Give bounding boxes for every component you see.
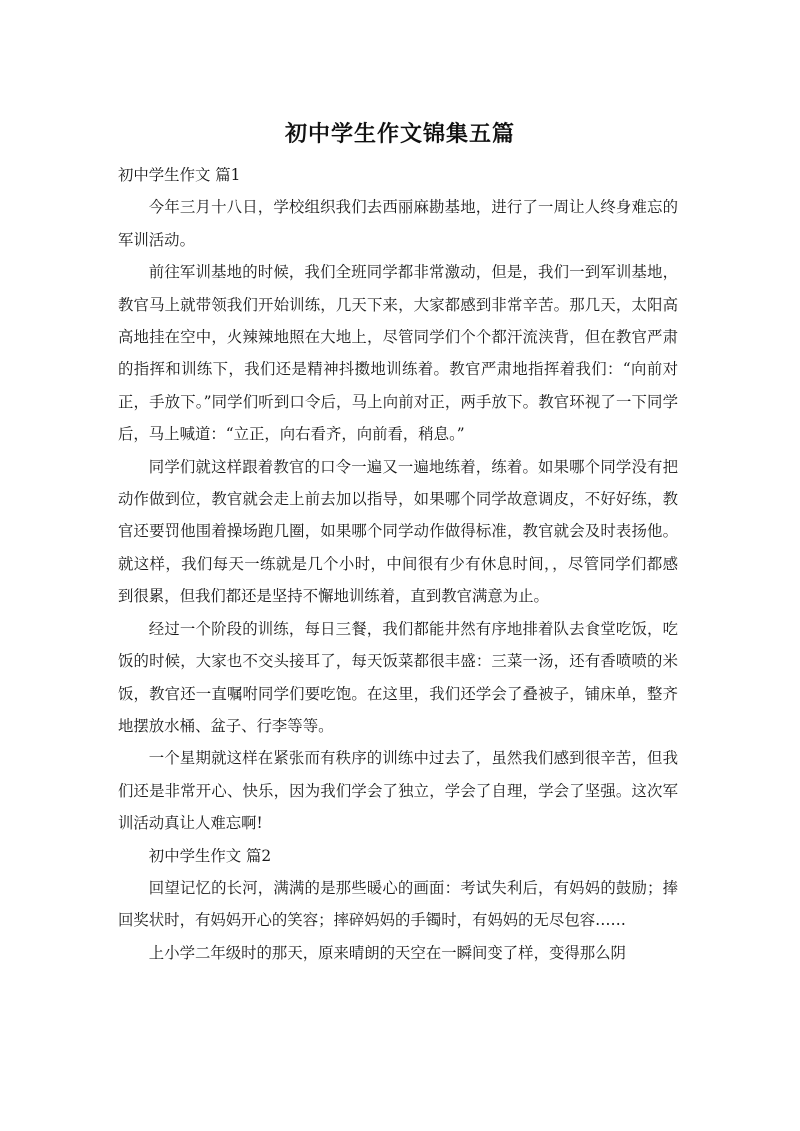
section-heading-2: 初中学生作文 篇2	[148, 846, 272, 865]
paragraph: 前往军训基地的时候，我们全班同学都非常激动，但是，我们一到军训基地，教官马上就带领我们开始训练，几天下来，大家都感到非常辛苦。那几天，太阳高高地挂在空中，火辣辣地照在大地上，尽管同学们个个都汗流浃背，但在教官严肃的指挥和训练下，我们还是精神抖擞地训练着。教官严肃地指挥着我们：“向前对正，手放下。”同学们听到口令后，马上向前对正，两手放下。教官环视了一下同学后，马上喊道：“立正，向右看齐，向前看，稍息。”	[118, 263, 678, 444]
paragraph: 回望记忆的长河，满满的是那些暖心的画面：考试失利后，有妈妈的鼓励；捧回奖状时，有妈妈开心的笑容；摔碎妈妈的手镯时，有妈妈的无尽包容……	[118, 878, 678, 930]
paragraph: 同学们就这样跟着教官的口令一遍又一遍地练着，练着。如果哪个同学没有把动作做到位，教官就会走上前去加以指导，如果哪个同学故意调皮，不好好练，教官还要罚他围着操场跑几圈，如果哪个同学动作做得标准，教官就会及时表扬他。就这样，我们每天一练就是几个小时，中间很有少有休息时间，，尽管同学们都感到很累，但我们都还是坚持不懈地训练着，直到教官满意为止。	[118, 457, 678, 606]
section-heading-1: 初中学生作文 篇1	[118, 166, 241, 184]
paragraph: 今年三月十八日，学校组织我们去西丽麻勘基地，进行了一周让人终身难忘的军训活动。	[118, 198, 678, 249]
document-body	[118, 159, 678, 969]
paragraph: 一个星期就这样在紧张而有秩序的训练中过去了，虽然我们感到很辛苦，但我们还是非常开心、快乐，因为我们学会了独立，学会了自理，学会了坚强。这次军训活动真让人难忘啊!	[118, 749, 678, 833]
document-title: 初中学生作文锦集五篇	[284, 122, 515, 147]
paragraph: 经过一个阶段的训练，每日三餐，我们都能井然有序地排着队去食堂吃饭，吃饭的时候，大家也不交头接耳了，每天饭菜都很丰盛：三菜一汤，还有香喷喷的米饭，教官还一直嘱咐同学们要吃饱。在这里，我们还学会了叠被子，铺床单，整齐地摆放水桶、盆子、行李等等。	[118, 619, 678, 735]
paragraph: 上小学二年级时的那天，原来晴朗的天空在一瞬间变了样，变得那么阴	[148, 943, 626, 962]
